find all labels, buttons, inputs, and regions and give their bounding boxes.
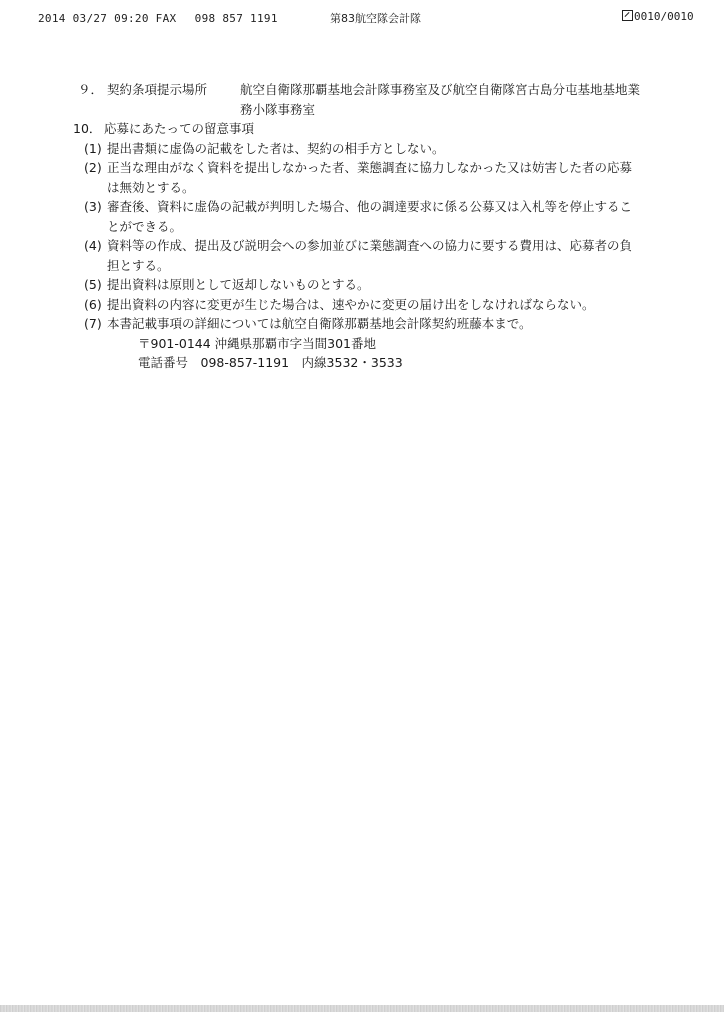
section-10-heading — [0, 119, 724, 139]
list-item — [0, 158, 724, 178]
section-9-title: 契約条項提示場所 — [107, 82, 208, 97]
item-text: 本書記載事項の詳細については航空自衛隊那覇基地会計隊契約班藤本まで。 — [107, 316, 532, 331]
list-item — [0, 275, 724, 295]
item-number: (6) — [84, 296, 102, 312]
fax-page-count — [622, 10, 694, 23]
item-text: 提出資料は原則として返却しないものとする。 — [107, 277, 370, 292]
list-item — [0, 236, 724, 256]
list-item — [0, 314, 724, 334]
section-10-title: 応募にあたっての留意事項 — [104, 121, 255, 136]
contact-address: 〒901-0144 沖縄県那覇市字当間301番地 — [138, 335, 377, 351]
item-text: 審査後、資料に虚偽の記載が判明した場合、他の調達要求に係る公募又は入札等を停止するこ — [107, 199, 633, 214]
fax-timestamp: 2014 03/27 09:20 FAX 098 857 1191 — [38, 12, 278, 25]
list-item — [0, 295, 724, 315]
fax-page-number: 0010/0010 — [634, 10, 694, 23]
item-text-continuation: 担とする。 — [107, 257, 170, 273]
section-9-body-line-1: 航空自衛隊那覇基地会計隊事務室及び航空自衛隊宮古島分屯基地基地業 — [240, 82, 641, 97]
document-body — [0, 80, 724, 373]
item-text: 提出資料の内容に変更が生じた場合は、速やかに変更の届け出をしなければならない。 — [107, 296, 595, 312]
list-item-continuation — [0, 178, 724, 198]
contact-address-row — [0, 334, 724, 354]
section-9-body-line-2: 務小隊事務室 — [240, 101, 316, 117]
section-10-number: 10． — [73, 121, 102, 136]
section-9-number: ９． — [78, 82, 104, 97]
checkbox-icon — [622, 10, 633, 21]
item-text: 資料等の作成、提出及び説明会への参加並びに業態調査への協力に要する費用は、応募者の負 — [107, 238, 633, 253]
item-number: (1) — [84, 140, 102, 156]
list-item — [0, 197, 724, 217]
contact-phone: 電話番号 098-857-1191 内線3532・3533 — [138, 355, 403, 370]
fax-sender: 第83航空隊会計隊 — [330, 12, 421, 25]
scan-edge-artifact — [0, 1005, 724, 1012]
item-text: 提出書類に虚偽の記載をした者は、契約の相手方としない。 — [107, 140, 445, 156]
item-text-continuation: とができる。 — [107, 218, 183, 234]
contact-phone-row — [0, 353, 724, 373]
item-text: 正当な理由がなく資料を提出しなかった者、業態調査に協力しなかった又は妨害した者の応募 — [107, 160, 633, 175]
list-item-continuation — [0, 217, 724, 237]
item-number: (4) — [84, 238, 102, 253]
item-number: (3) — [84, 199, 102, 214]
item-number: (5) — [84, 277, 102, 292]
item-number: (2) — [84, 160, 102, 175]
list-item — [0, 139, 724, 159]
section-9-line-1 — [0, 80, 724, 100]
list-item-continuation — [0, 256, 724, 276]
item-text-continuation: は無効とする。 — [107, 179, 195, 195]
section-9-line-2 — [0, 100, 724, 120]
fax-header — [0, 10, 724, 30]
item-number: (7) — [84, 316, 102, 331]
